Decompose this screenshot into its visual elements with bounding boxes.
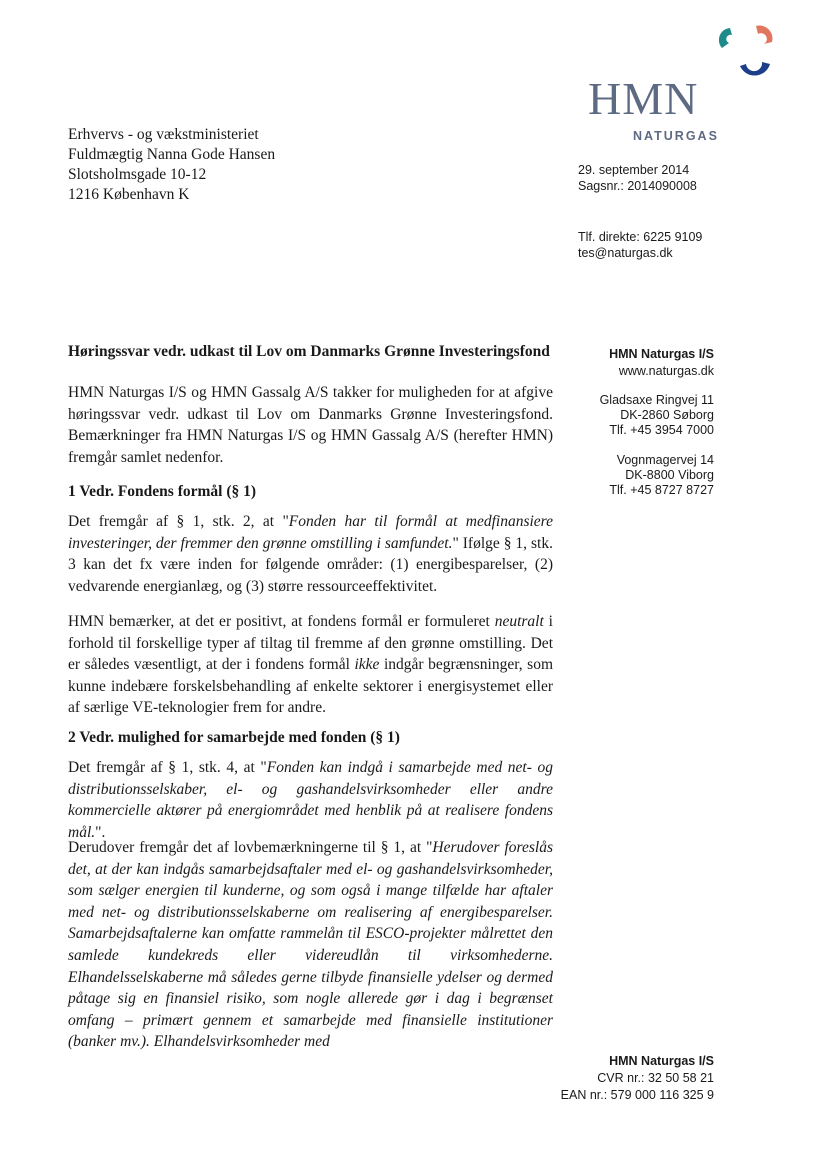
letter-meta [578,162,697,194]
section-1-paragraph-2 [68,611,553,719]
paragraph [68,611,553,719]
paragraph [68,757,553,843]
quote: Fonden kan indgå i samarbejde med net- og distributionsselskaber, el- og gashandelsvirksomheder eller andre kommercielle aktører på energiområdet med henblik på at realisere fondens mål. [68,759,553,841]
recipient-address [68,125,275,205]
section-1-paragraph-1 [68,511,553,597]
footer-company: HMN Naturgas I/S [609,1054,714,1068]
logo-navy-arc [740,62,770,76]
logo-subtitle: NATURGAS [633,129,719,143]
section-2-paragraph-2 [68,837,553,1053]
text: ". [95,823,106,841]
text: Det fremgår af § 1, stk. 2, at " [68,513,289,530]
text: i forhold til forskellige typer af tiltag til fremme af den grønne omstilling. Det er således væsentligt, at der i fondens formål [68,613,553,674]
office-line: DK-2860 Søborg [620,408,714,422]
quote: Herudover foreslås det, at der kan indgås samarbejdsaftaler med el- og gashandelsvirksomheder, som sælger energien til kunderne, og som også i mange tilfælde har aftaler med net- og distributionsselskaberne om realisering af energibesparelser. Samarbejdsaftalerne kan omfatte rammelån til ESCO-projekter målrettet den samlede kundekreds eller videreudlån til virksomhederne. Elhandelsselskaberne må således gerne tilbyde finansielle ydelser og dermed påtage sig en finansiel risiko, som nogle allerede gør i dag i begrænset omfang – primært gennem et samarbejde med finansielle institutioner (banker mv.). Elhandelsvirksomheder med [68,839,553,1051]
section-2-heading [68,727,553,749]
text: Derudover fremgår det af lovbemærkningerne til § 1, at " [68,839,433,856]
footer-block [540,1053,714,1104]
direct-phone: Tlf. direkte: 6225 9109 [578,230,703,244]
paragraph [68,511,553,597]
office-line: Vognmagervej 14 [616,453,714,467]
sidebar-web[interactable]: www.naturgas.dk [618,364,714,378]
contact-meta [578,229,702,261]
section-heading: 1 Vedr. Fondens formål (§ 1) [68,483,257,500]
logo-teal-arc [719,28,732,48]
recipient-line: 1216 København K [68,186,190,203]
subject-line [68,341,553,363]
footer-cvr: CVR nr.: 32 50 58 21 [597,1071,714,1085]
text: HMN bemærker, at det er positivt, at fondens formål er formuleret [68,613,495,630]
office-line: Gladsaxe Ringvej 11 [599,393,714,407]
sidebar-office-soborg [560,393,714,438]
section-2-paragraph-1 [68,757,553,843]
letter-date: 29. september 2014 [578,163,690,177]
text: Det fremgår af § 1, stk. 4, at " [68,759,267,776]
recipient-line: Erhvervs - og vækstministeriet [68,126,259,143]
logo-coral-arc [756,26,772,44]
sidebar-company-block [560,347,714,379]
recipient-line: Slotsholmsgade 10-12 [68,166,207,183]
office-line: Tlf. +45 3954 7000 [609,423,714,437]
subject-heading: Høringssvar vedr. udkast til Lov om Danmarks Grønne Investeringsfond [68,343,550,360]
office-line: DK-8800 Viborg [625,468,714,482]
intro-text: HMN Naturgas I/S og HMN Gassalg A/S takker for muligheden for at afgive høringssvar vedr. udkast til Lov om Danmarks Grønne Investeringsfond. Bemærkninger fra HMN Naturgas I/S og HMN Gassalg A/S (herefter HMN) fremgår samlet nedenfor. [68,384,553,466]
emphasis: neutralt [494,613,544,630]
sidebar-office-viborg [560,453,714,498]
emphasis: ikke [354,656,380,674]
case-number: Sagsnr.: 2014090008 [578,179,697,193]
office-line: Tlf. +45 8727 8727 [609,483,714,497]
text: indgår begrænsninger, som kunne indebære forskelsbehandling af enkelte sektorer i energisystemet eller af særlige VE-teknologier frem for andre. [68,656,553,717]
paragraph [68,837,553,1053]
quote: Fonden har til formål at medfinansiere investeringer, der fremmer den grønne omstilling i samfundet. [68,513,554,552]
logo-wordmark: HMN [588,73,699,124]
section-1-heading [68,481,553,503]
contact-email[interactable]: tes@naturgas.dk [578,246,673,260]
section-heading: 2 Vedr. mulighed for samarbejde med fonden (§ 1) [68,729,400,746]
recipient-line: Fuldmægtig Nanna Gode Hansen [68,146,276,163]
intro-paragraph [68,382,553,468]
text: " Ifølge § 1, stk. 3 kan det fx være inden for følgende områder: (1) energibesparelser, (2) vedvarende energianlæg, og (3) større ressourceeffektivitet. [68,534,553,595]
sidebar-company: HMN Naturgas I/S [609,347,714,361]
footer-ean: EAN nr.: 579 000 116 325 9 [560,1088,714,1102]
